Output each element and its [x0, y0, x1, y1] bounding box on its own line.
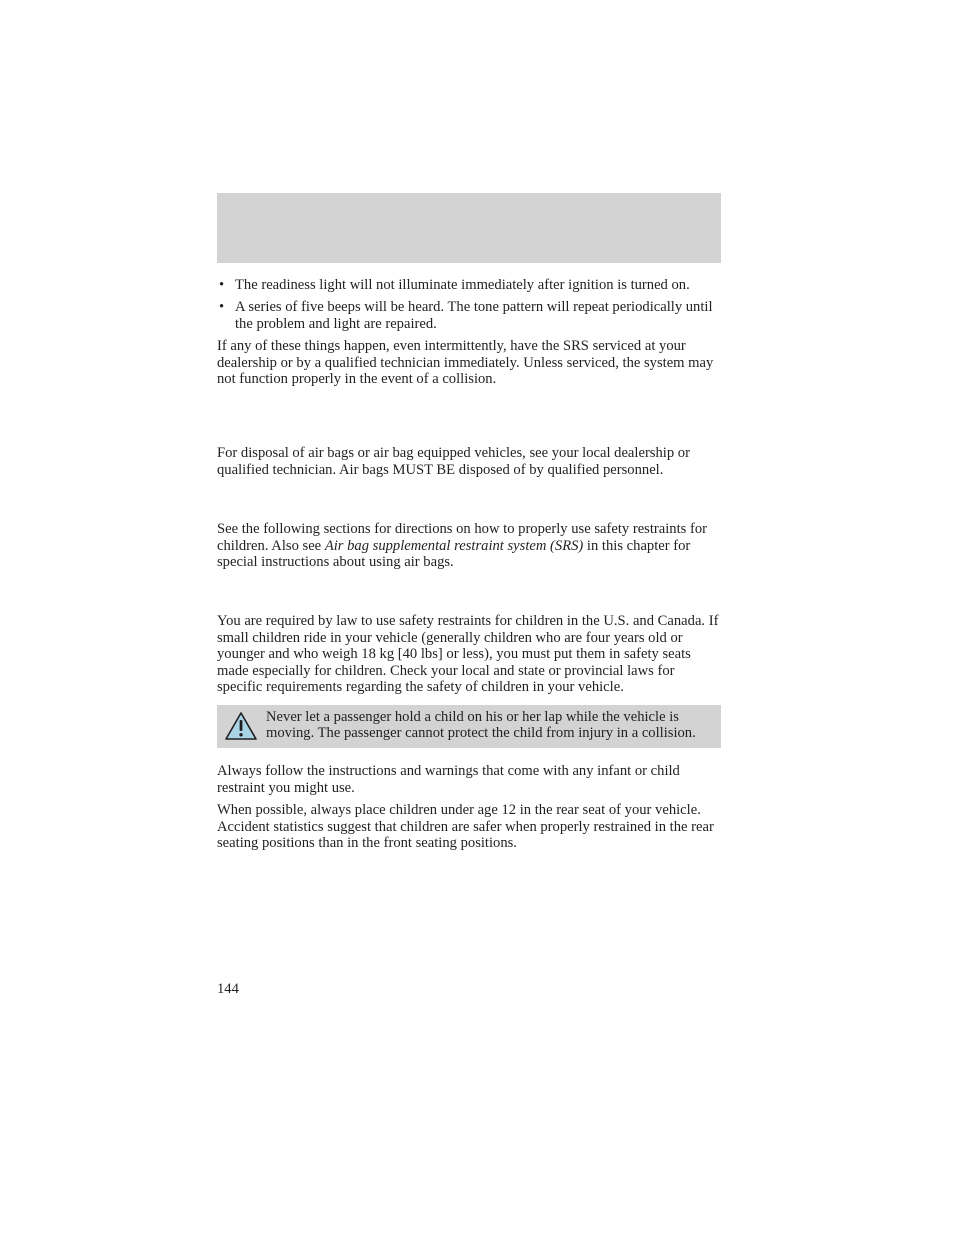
bullet-symbol: •	[219, 277, 225, 293]
bullet-text: A series of five beeps will be heard. The tone pattern will repeat periodically until the problem and light are repaired.	[235, 299, 713, 332]
children-intro-text: See the following sections for directions on how to properly use safety restraints for children. Also see	[217, 521, 707, 554]
bullet-symbol: •	[219, 299, 225, 316]
rear-seat-paragraph: When possible, always place children under age 12 in the rear seat of your vehicle. Accident statistics suggest that children are safer when properly restrained in the rear seating positions than in the front seating positions.	[217, 802, 714, 851]
instructions-paragraph: Always follow the instructions and warnings that come with any infant or child restraint you might use.	[217, 763, 680, 796]
warning-triangle-icon	[224, 711, 258, 741]
bullet-text: The readiness light will not illuminate immediately after ignition is turned on.	[235, 277, 690, 293]
disposal-paragraph: For disposal of air bags or air bag equipped vehicles, see your local dealership or qualified technician. Air bags MUST BE disposed of by qualified personnel.	[217, 445, 690, 478]
children-intro-paragraph	[217, 521, 723, 570]
warning-box	[217, 705, 721, 749]
children-intro-text-end: in this chapter for special instructions about using air bags.	[217, 537, 691, 571]
header-band	[217, 193, 721, 263]
bullet-item-readiness-light	[217, 277, 723, 293]
warning-text: Never let a passenger hold a child on his or her lap while the vehicle is moving. The passenger cannot protect the child from injury in a collision.	[266, 708, 696, 741]
bullet-item-beeps	[217, 299, 723, 332]
srs-section-reference: Air bag supplemental restraint system (SRS)	[324, 537, 584, 554]
page-number: 144	[217, 981, 239, 997]
srs-service-paragraph: If any of these things happen, even intermittently, have the SRS serviced at your dealership or by a qualified technician immediately. Unless serviced, the system may not function properly in the event of a collision.	[217, 338, 714, 388]
page-content	[217, 277, 723, 857]
law-paragraph: You are required by law to use safety restraints for children in the U.S. and Canada. If small children ride in your vehicle (generally children who are four years old or younger and who weigh 18 kg [40 lbs] or less), you must put them in safety seats made especially for children. Check your local and state or provincial laws for specific requirements regarding the safety of children in your vehicle.	[217, 613, 719, 696]
